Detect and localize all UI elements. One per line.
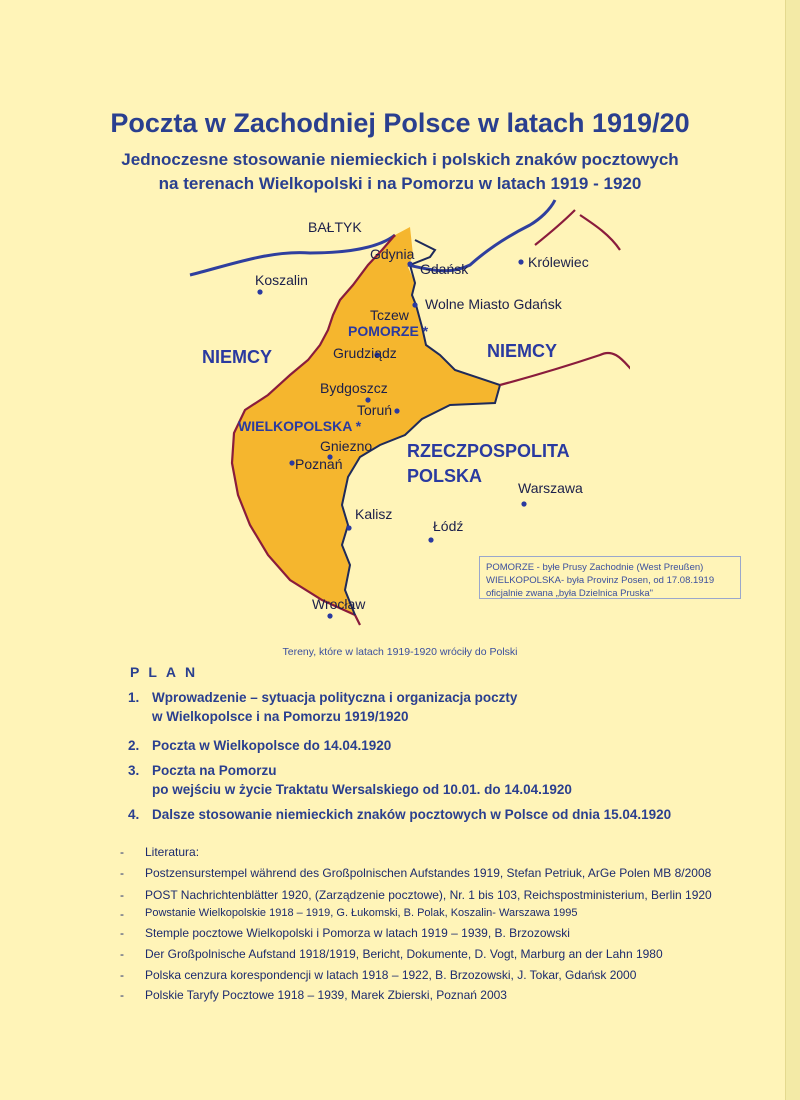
label-grudziadz: Grudziądz [333, 345, 397, 361]
literature-dash: - [120, 888, 124, 902]
literature-item: POST Nachrichtenblätter 1920, (Zarządzenie pocztowe), Nr. 1 bis 103, Reichspostministerium, Berlin 1920 [145, 888, 712, 902]
literature-dash: - [120, 866, 124, 880]
label-gdynia: Gdynia [370, 246, 415, 262]
label-lodz: Łódź [433, 518, 464, 534]
plan-item-num: 4. [128, 807, 140, 822]
label-krolewiec: Królewiec [528, 254, 589, 270]
label-gdansk: Gdańsk [420, 261, 469, 277]
map-legend [479, 556, 741, 599]
page-subtitle-line1: Jednoczesne stosowanie niemieckich i polskich znaków pocztowych [121, 150, 679, 169]
label-wroclaw: Wrocław [312, 596, 366, 612]
page-title: Poczta w Zachodniej Polsce w latach 1919/20 [110, 108, 690, 138]
label-tczew: Tczew [370, 307, 409, 323]
label-warszawa: Warszawa [518, 480, 583, 496]
label-koszalin: Koszalin [255, 272, 308, 288]
literature-dash: - [120, 845, 124, 859]
literature-item: Der Großpolnische Aufstand 1918/1919, Bericht, Dokumente, D. Vogt, Marburg an der Lahn 1980 [145, 947, 663, 961]
label-bydgoszcz: Bydgoszcz [320, 380, 388, 396]
map-caption: Tereny, które w latach 1919-1920 wróciły do Polski [282, 646, 518, 658]
legend-line3: oficjalnie zwana „była Dzielnica Pruska" [486, 588, 654, 599]
label-pomorze: POMORZE * [348, 323, 429, 339]
plan-item-num: 2. [128, 738, 140, 753]
label-sea: BAŁTYK [308, 219, 362, 235]
plan-item-4-line1: Dalsze stosowanie niemieckich znaków pocztowych w Polsce od dnia 15.04.1920 [152, 807, 672, 822]
literature-dash: - [120, 968, 124, 982]
literature-item: Polska cenzura korespondencji w latach 1918 – 1922, B. Brzozowski, J. Tokar, Gdańsk 2000 [145, 968, 637, 982]
literature-dash: - [120, 947, 124, 961]
literature-heading: Literatura: [145, 845, 200, 859]
literature-dash: - [120, 926, 124, 940]
label-poznan: Poznań [295, 456, 343, 472]
label-wielkopolska: WIELKOPOLSKA * [238, 418, 362, 434]
plan-item-1-line2: w Wielkopolsce i na Pomorzu 1919/1920 [152, 709, 409, 724]
label-wolne-miasto: Wolne Miasto Gdańsk [425, 296, 562, 312]
plan-item-num: 3. [128, 763, 140, 778]
label-niemcy-east: NIEMCY [487, 341, 558, 361]
label-poland-line2: POLSKA [407, 466, 483, 486]
label-kalisz: Kalisz [355, 506, 393, 522]
literature-item: Postzensurstempel während des Großpolnischen Aufstandes 1919, Stefan Petriuk, ArGe Polen MB 8/2008 [145, 866, 712, 880]
legend-line1: POMORZE - byłe Prusy Zachodnie (West Preußen) [486, 562, 704, 573]
literature-dash: - [120, 988, 124, 1002]
plan-item-3-line1: Poczta na Pomorzu [152, 763, 277, 778]
plan-item-1-line1: Wprowadzenie – sytuacja polityczna i organizacja poczty [152, 690, 518, 705]
legend-line2: WIELKOPOLSKA- była Provinz Posen, od 17.08.1919 [486, 575, 715, 586]
plan-heading: PLAN [130, 664, 205, 680]
literature-dash: - [120, 907, 124, 921]
label-gniezno: Gniezno [320, 438, 373, 454]
plan-item-2-line1: Poczta w Wielkopolsce do 14.04.1920 [152, 738, 392, 753]
page-subtitle-line2: na terenach Wielkopolski i na Pomorzu w latach 1919 - 1920 [158, 174, 642, 193]
label-poland-line1: RZECZPOSPOLITA [407, 441, 570, 461]
label-niemcy-west: NIEMCY [202, 347, 273, 367]
plan-item-3-line2: po wejściu w życie Traktatu Wersalskiego od 10.01. do 14.04.1920 [152, 782, 572, 797]
plan-item-num: 1. [128, 690, 140, 705]
literature-item: Stemple pocztowe Wielkopolski i Pomorza w latach 1919 – 1939, B. Brzozowski [145, 926, 570, 940]
label-torun: Toruń [357, 402, 393, 418]
literature-item: Powstanie Wielkopolskie 1918 – 1919, G. Łukomski, B. Polak, Koszalin- Warszawa 1995 [145, 907, 578, 919]
literature-item: Polskie Taryfy Pocztowe 1918 – 1939, Marek Zbierski, Poznań 2003 [145, 988, 507, 1002]
